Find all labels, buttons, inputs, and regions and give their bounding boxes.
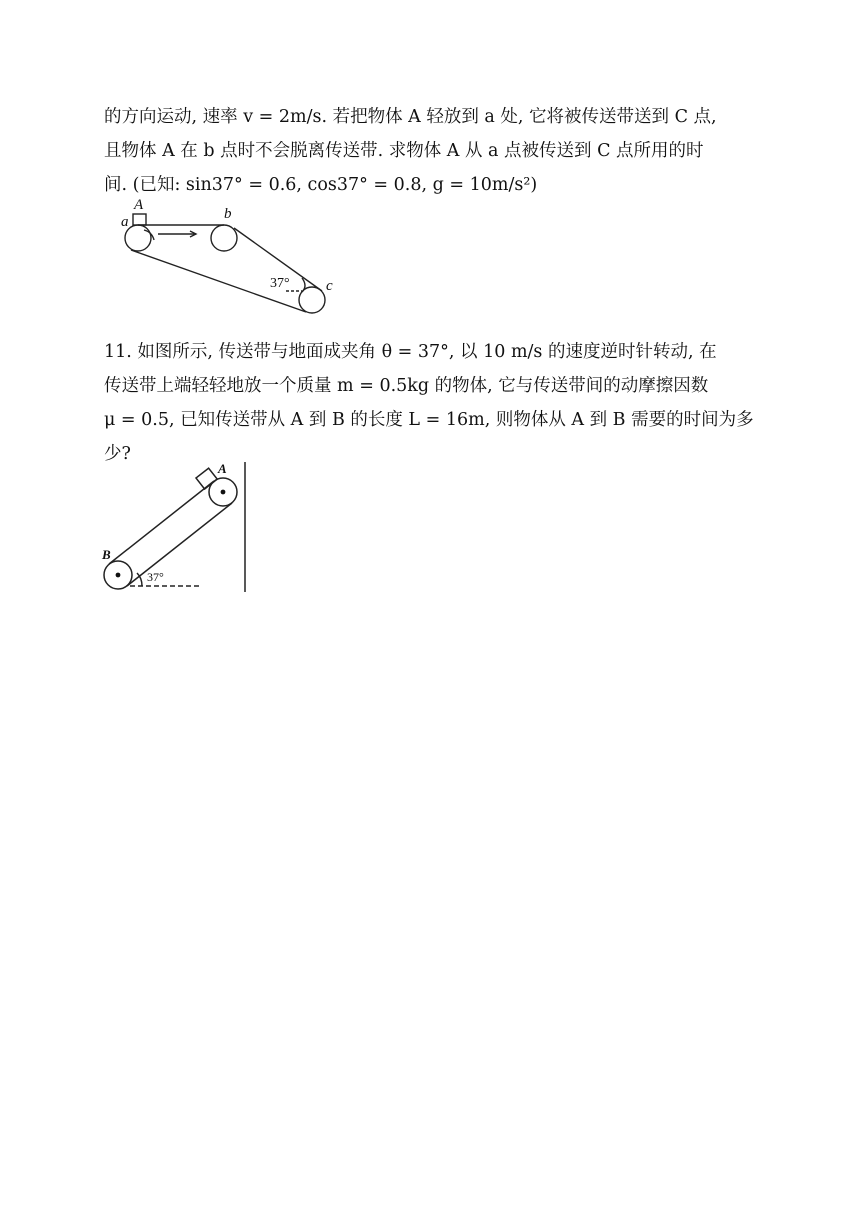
conveyor-figure-10 <box>104 196 344 322</box>
problem-10-line-3: 间. (已知: sin37° = 0.6, cos37° = 0.8, g = 10m/s²) <box>104 175 538 195</box>
belt-lower-11 <box>127 503 232 586</box>
conveyor-figure-11 <box>100 460 250 594</box>
problem-10-line-2: 且物体 A 在 b 点时不会脱离传送带. 求物体 A 从 a 点被传送到 C 点所用的时 <box>104 141 704 161</box>
pulley-b <box>211 225 237 251</box>
problem-11-line-4: 少? <box>104 444 131 464</box>
pulley-a <box>125 225 151 251</box>
problem-11-line-1: 11. 如图所示, 传送带与地面成夹角 θ = 37°, 以 10 m/s 的速度逆时针转动, 在 <box>104 342 717 362</box>
label-point-a-11: A <box>218 461 227 476</box>
label-point-b-11: B <box>102 547 111 562</box>
belt-upper-11 <box>109 481 214 564</box>
label-point-a: a <box>121 214 129 230</box>
problem-10-line-1: 的方向运动, 速率 v = 2m/s. 若把物体 A 轻放到 a 处, 它将被传送带送到 C 点, <box>104 107 717 127</box>
label-point-c: c <box>326 278 333 294</box>
problem-11-text <box>104 335 764 471</box>
angle-label-37-a: 37° <box>270 276 290 291</box>
block-a <box>133 214 146 225</box>
label-point-b: b <box>224 206 232 222</box>
problem-10-text <box>104 100 764 202</box>
label-block-a: A <box>134 197 144 213</box>
problem-11-line-2: 传送带上端轻轻地放一个质量 m = 0.5kg 的物体, 它与传送带间的动摩擦因数 <box>104 376 709 396</box>
angle-label-37-b: 37° <box>147 570 164 584</box>
problem-11-line-3: μ = 0.5, 已知传送带从 A 到 B 的长度 L = 16m, 则物体从 A 到 B 需要的时间为多 <box>104 410 754 430</box>
